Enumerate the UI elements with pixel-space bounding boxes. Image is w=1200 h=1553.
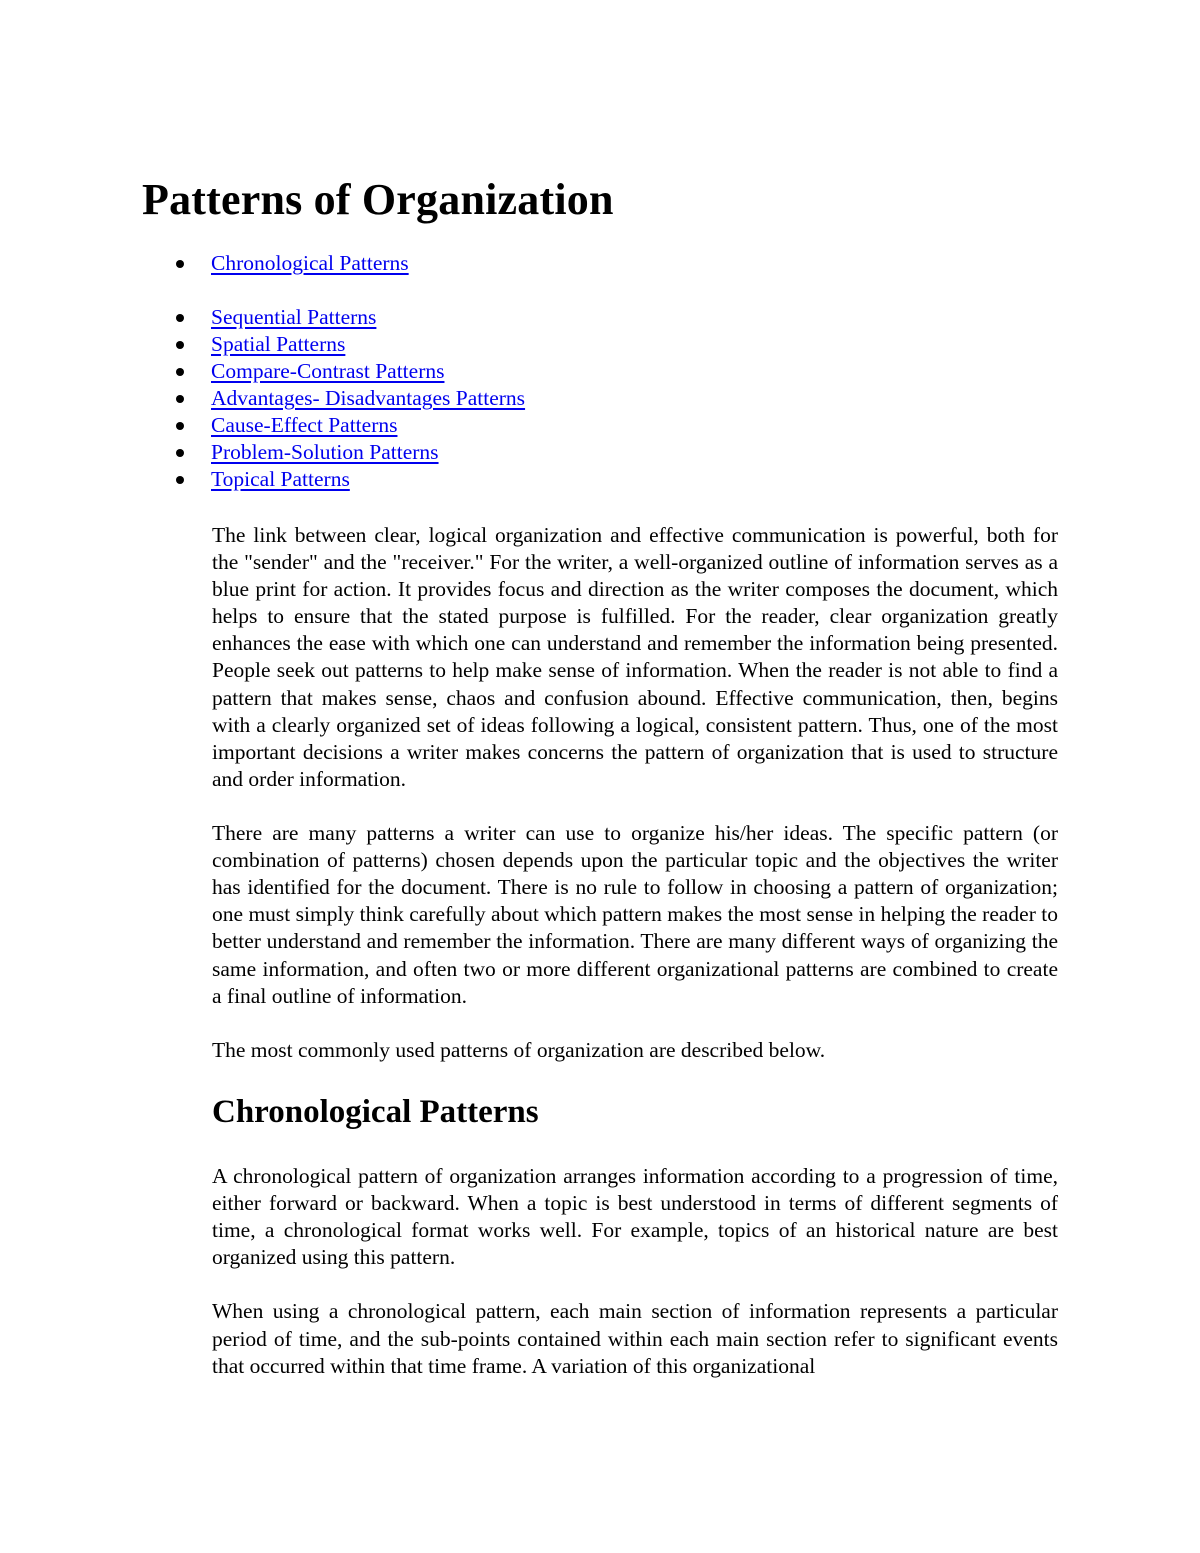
toc-item (211, 439, 525, 466)
toc-link-sequential[interactable]: Sequential Patterns (211, 305, 377, 329)
toc-link-topical[interactable]: Topical Patterns (211, 467, 350, 491)
intro-paragraph-1: The link between clear, logical organization and effective communication is powerful, both for the "sender" and the "receiver." For the writer, a well-organized outline of information serves as a blue print for action. It provides focus and direction as the writer composes the document, which helps to ensure that the stated purpose is fulfilled. For the reader, clear organization greatly enhances the ease with which one can understand and remember the information being presented. People seek out patterns to help make sense of information. When the reader is not able to find a pattern that makes sense, chaos and confusion abound. Effective communication, then, begins with a clearly organized set of ideas following a logical, consistent pattern. Thus, one of the most important decisions a writer makes concerns the pattern of organization that is used to structure and order information. (212, 523, 1058, 791)
intro-paragraph-3: The most commonly used patterns of organization are described below. (212, 1037, 826, 1062)
toc-item (211, 385, 525, 412)
toc-item (211, 331, 525, 358)
toc-item (211, 358, 525, 385)
toc-link-advantages-disadvantages[interactable]: Advantages- Disadvantages Patterns (211, 386, 526, 410)
toc-item (211, 250, 525, 277)
toc-item (211, 412, 525, 439)
page-title: Patterns of Organization (142, 175, 614, 224)
section-heading-chronological: Chronological Patterns (212, 1093, 539, 1130)
toc-link-compare-contrast[interactable]: Compare-Contrast Patterns (211, 359, 445, 383)
toc-link-problem-solution[interactable]: Problem-Solution Patterns (211, 440, 439, 464)
chronological-paragraph-2: When using a chronological pattern, each main section of information represents a particular period of time, and the sub-points contained within each main section refer to significant events that occurred within that time frame. A variation of this organizational (212, 1299, 1058, 1378)
chronological-paragraph-1: A chronological pattern of organization arranges information according to a progression of time, either forward or backward. When a topic is best understood in terms of different segments of time, a chronological format works well. For example, topics of an historical nature are best organized using this pattern. (212, 1163, 1058, 1270)
table-of-contents (211, 250, 525, 493)
body-content (212, 522, 1058, 1407)
intro-paragraph-2: There are many patterns a writer can use to organize his/her ideas. The specific pattern (or combination of patterns) chosen depends upon the particular topic and the objectives the writer has identified for the document. There is no rule to follow in choosing a pattern of organization; one must simply think carefully about which pattern makes the most sense in helping the reader to better understand and remember the information. There are many different ways of organizing the same information, and often two or more different organizational patterns are combined to create a final outline of information. (212, 821, 1058, 1008)
toc-item (211, 304, 525, 331)
toc-item (211, 466, 525, 493)
toc-link-cause-effect[interactable]: Cause-Effect Patterns (211, 413, 398, 437)
toc-link-spatial[interactable]: Spatial Patterns (211, 332, 346, 356)
toc-link-chronological[interactable]: Chronological Patterns (211, 251, 409, 275)
